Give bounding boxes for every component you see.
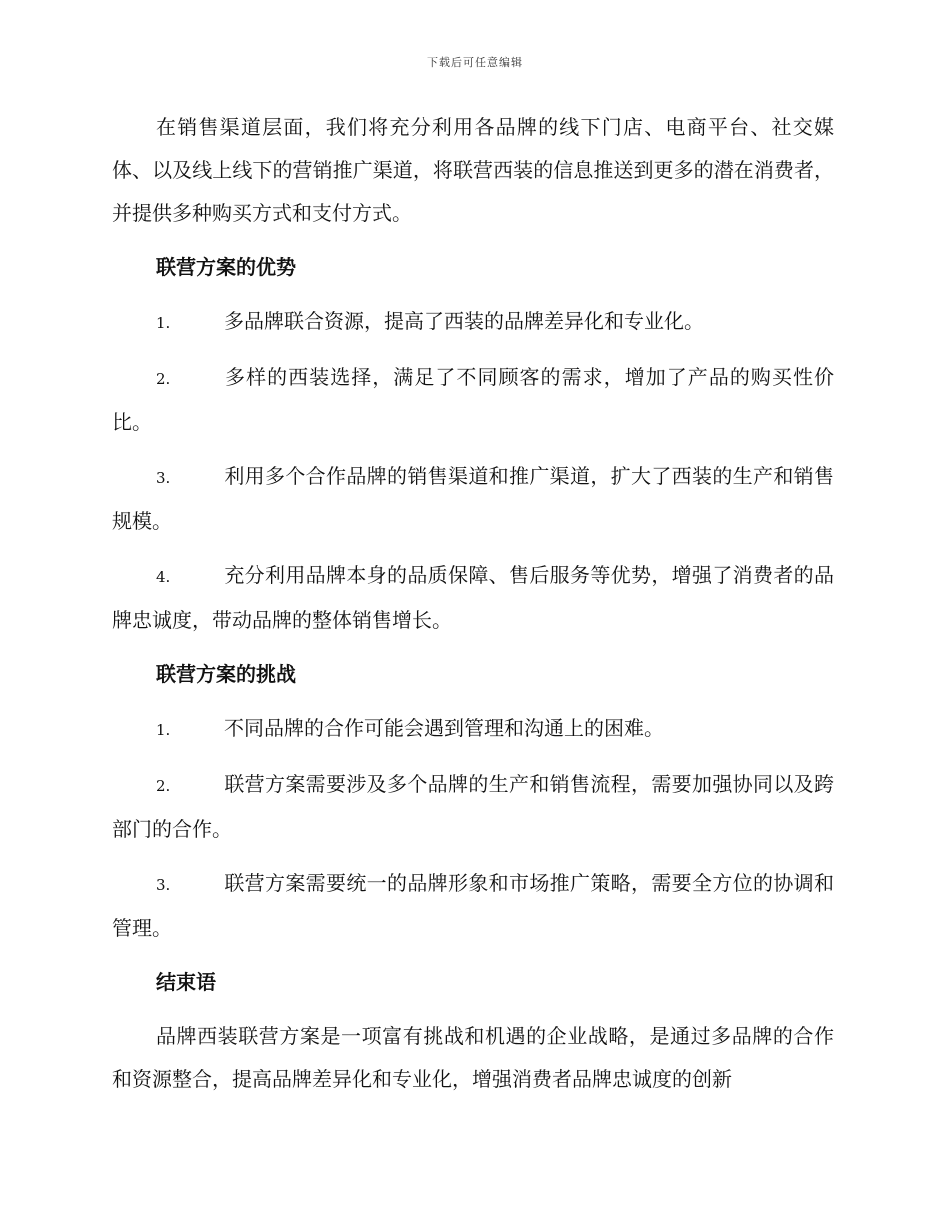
advantage-item-2 (112, 356, 834, 444)
list-number: 2. (156, 777, 171, 795)
list-number: 3. (156, 469, 171, 487)
advantage-item-1 (112, 300, 834, 345)
list-item-text: 联营方案需要涉及多个品牌的生产和销售流程，需要加强协同以及跨部门的合作。 (112, 772, 834, 841)
list-number: 1. (156, 721, 171, 739)
advantage-item-3 (112, 455, 834, 543)
header-note: 下载后可任意编辑 (427, 56, 523, 69)
advantages-heading: 联营方案的优势 (156, 255, 296, 279)
list-item-text: 不同品牌的合作可能会遇到管理和沟通上的困难。 (224, 716, 664, 740)
conclusion-heading: 结束语 (156, 970, 216, 994)
list-number: 4. (156, 568, 171, 586)
challenge-item-2 (112, 763, 834, 851)
challenges-heading: 联营方案的挑战 (156, 662, 296, 686)
list-number: 1. (156, 314, 171, 332)
list-item-text: 联营方案需要统一的品牌形象和市场推广策略，需要全方位的协调和管理。 (112, 871, 834, 940)
list-item-text: 利用多个合作品牌的销售渠道和推广渠道，扩大了西装的生产和销售规模。 (112, 464, 834, 533)
challenge-item-3 (112, 862, 834, 950)
intro-paragraph: 在销售渠道层面，我们将充分利用各品牌的线下门店、电商平台、社交媒体、以及线上线下的营销推广渠道，将联营西装的信息推送到更多的潜在消费者，并提供多种购买方式和支付方式。 (112, 115, 834, 225)
list-item-text: 多品牌联合资源，提高了西装的品牌差异化和专业化。 (224, 309, 704, 333)
list-item-text: 多样的西装选择，满足了不同顾客的需求，增加了产品的购买性价比。 (112, 365, 834, 434)
conclusion-paragraph: 品牌西装联营方案是一项富有挑战和机遇的企业战略，是通过多品牌的合作和资源整合，提高品牌差异化和专业化，增强消费者品牌忠诚度的创新 (112, 1024, 834, 1091)
document-body (112, 106, 834, 1112)
list-item-text: 充分利用品牌本身的品质保障、售后服务等优势，增强了消费者的品牌忠诚度，带动品牌的整体销售增长。 (112, 563, 834, 632)
list-number: 2. (156, 370, 171, 388)
challenge-item-1 (112, 707, 834, 752)
list-number: 3. (156, 876, 171, 894)
advantage-item-4 (112, 554, 834, 642)
